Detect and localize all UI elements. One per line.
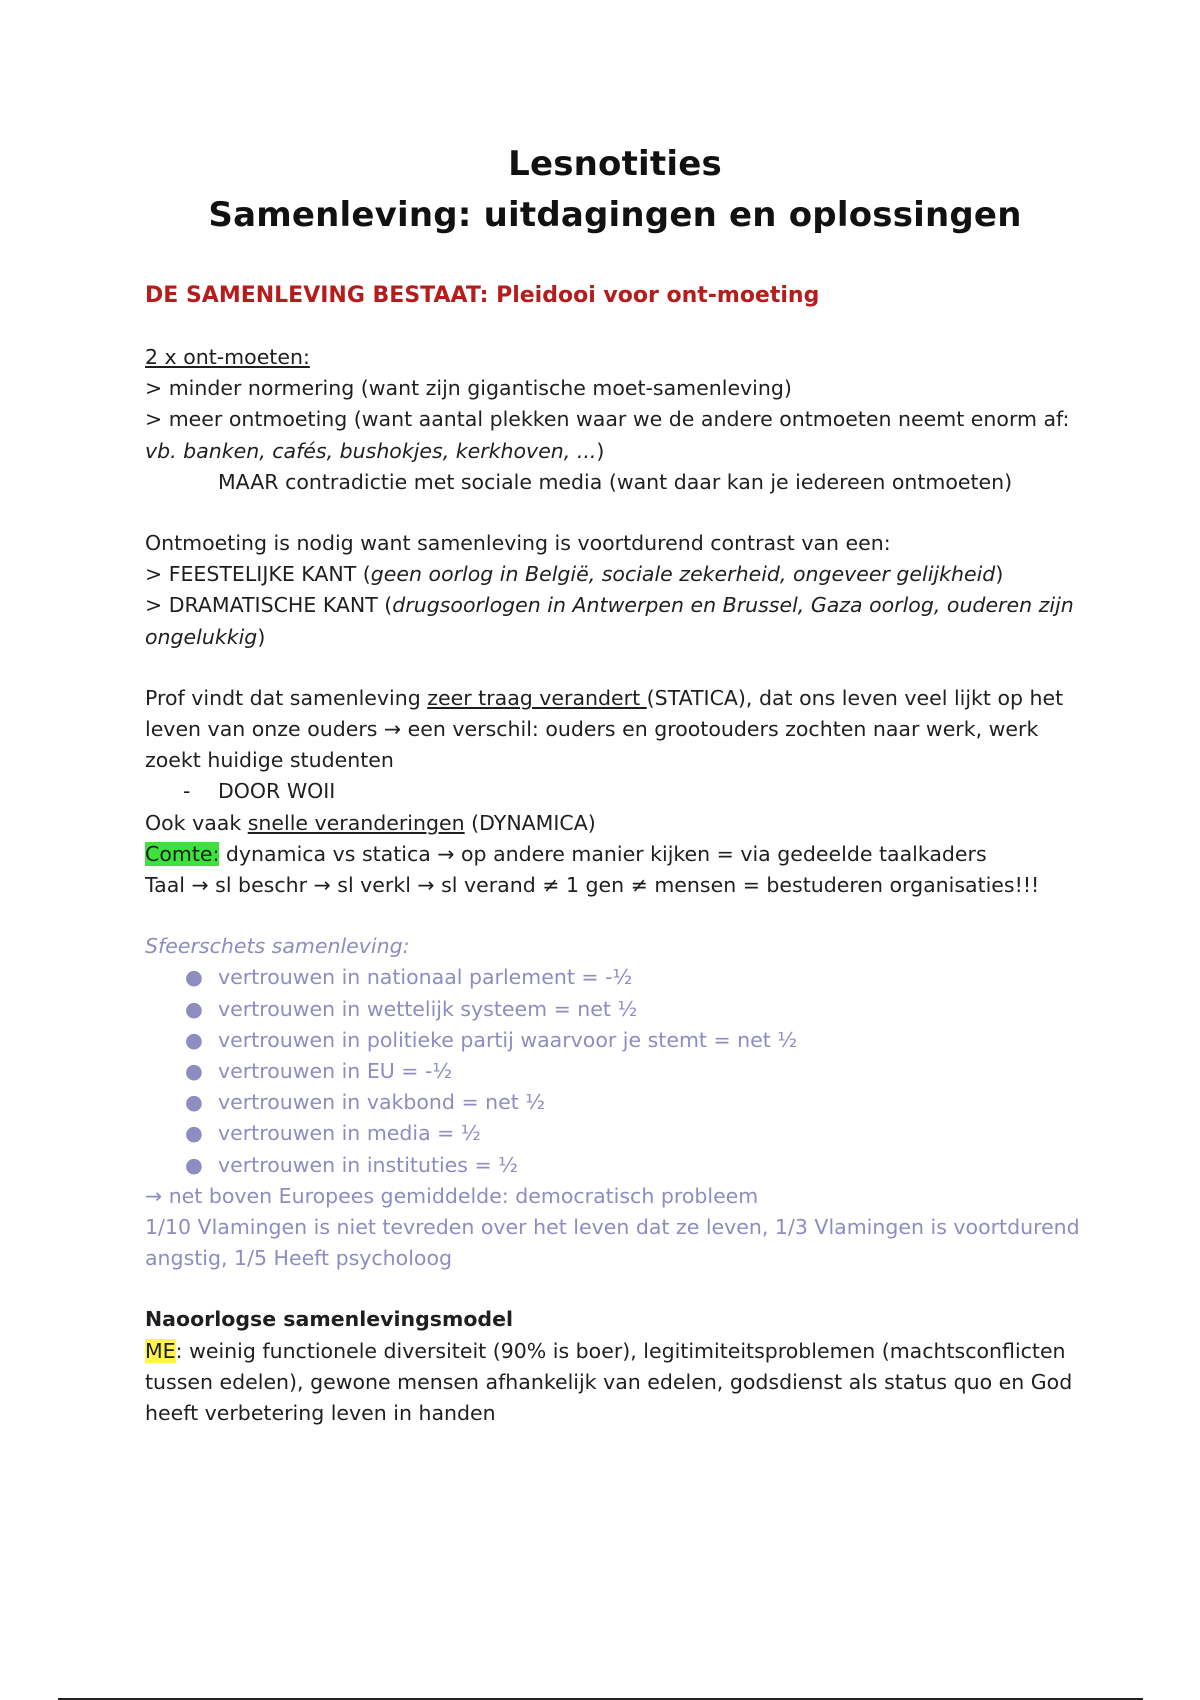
list-item-text: vertrouwen in politieke partij waarvoor je stemt = net ½	[218, 1027, 798, 1052]
ont-moeten-line-2-c: )	[596, 438, 605, 463]
comte-text: dynamica vs statica → op andere manier kijken = via gedeelde taalkaders	[219, 841, 987, 866]
prof-a: Prof vindt dat samenleving	[145, 685, 428, 710]
dynamica-a: Ook vaak	[145, 810, 248, 835]
list-item	[145, 994, 1085, 1025]
ont-moeten-examples: vb. banken, cafés, bushokjes, kerkhoven, ...	[145, 438, 597, 463]
prof-paragraph	[145, 683, 1085, 777]
bullet-icon: ●	[185, 1059, 203, 1084]
ontmoeting-intro: Ontmoeting is nodig want samenleving is voortdurend contrast van een:	[145, 531, 891, 556]
feestelijke-kant	[145, 559, 1085, 590]
me-text: : weinig functionele diversiteit (90% is boer), legitimiteitsproblemen (machtsconflicten tussen edelen), gewone mensen afhankelijk van edelen, godsdienst als status quo en God heeft verbetering leven in handen	[145, 1338, 1073, 1426]
list-item	[145, 1150, 1085, 1181]
dash-marker: -	[183, 779, 191, 804]
list-item-text: vertrouwen in wettelijk systeem = net ½	[218, 996, 638, 1021]
dynamica-underlined: snelle veranderingen	[247, 810, 465, 835]
dramatische-kant-examples: drugsoorlogen in Antwerpen en Brussel, Gaza oorlog, ouderen zijn ongelukkig	[145, 593, 1074, 649]
ont-moeten-label	[145, 342, 1085, 373]
ont-moeten-line-1: > minder normering (want zijn gigantische moet-samenleving)	[145, 376, 792, 401]
ont-moeten-line-2	[145, 404, 1085, 466]
dramatische-kant	[145, 590, 1085, 652]
dash-list	[145, 776, 1085, 807]
prof-c: (STATICA), dat ons leven veel lijkt op het leven van onze ouders → een verschil: ouders en grootouders zochten naar werk, werk zoekt huidige studenten	[145, 685, 1064, 773]
taal-line: Taal → sl beschr → sl verkl → sl verand ≠ 1 gen ≠ mensen = bestuderen organisaties!!!	[145, 873, 1040, 898]
list-item	[145, 1087, 1085, 1118]
dash-item-text: DOOR WOII	[218, 779, 336, 804]
me-paragraph	[145, 1336, 1085, 1430]
list-item-text: vertrouwen in instituties = ½	[218, 1152, 519, 1177]
list-item	[145, 1025, 1085, 1056]
bullet-icon: ●	[185, 965, 203, 990]
bullet-icon: ●	[185, 1121, 203, 1146]
list-item-text: vertrouwen in EU = -½	[218, 1059, 453, 1084]
feestelijke-kant-examples: geen oorlog in België, sociale zekerheid, ongeveer gelijkheid	[370, 562, 996, 587]
list-item-text: vertrouwen in vakbond = net ½	[218, 1090, 546, 1115]
dramatische-kant-a: > DRAMATISCHE KANT (	[145, 593, 393, 618]
prof-underlined: zeer traag verandert	[427, 685, 647, 710]
section-heading: DE SAMENLEVING BESTAAT: Pleidooi voor ont-moeting	[145, 283, 820, 308]
ont-moeten-line-3: MAAR contradictie met sociale media (want daar kan je iedereen ontmoeten)	[218, 469, 1013, 494]
list-item-text: vertrouwen in media = ½	[218, 1121, 481, 1146]
bullet-icon: ●	[185, 1027, 203, 1052]
comte-line	[145, 839, 1085, 870]
list-item	[145, 776, 1085, 807]
bullet-icon: ●	[185, 1152, 203, 1177]
sfeerschets-statistics: 1/10 Vlamingen is niet tevreden over het leven dat ze leven, 1/3 Vlamingen is voortdurend angstig, 1/5 Heeft psycholoog	[145, 1215, 1080, 1271]
ont-moeten-line-2-a: > meer ontmoeting (want aantal plekken waar we de andere ontmoeten neemt enorm af:	[145, 407, 1070, 432]
feestelijke-kant-c: )	[995, 562, 1004, 587]
document-body	[145, 280, 1085, 1429]
comte-highlight: Comte:	[145, 841, 220, 866]
bullet-icon: ●	[185, 1090, 203, 1115]
list-item	[145, 962, 1085, 993]
ont-moeten-label-text: 2 x ont-moeten:	[145, 345, 310, 369]
document-subtitle: Samenleving: uitdagingen en oplossingen	[208, 195, 1022, 235]
list-item	[145, 1056, 1085, 1087]
dramatische-kant-c: )	[257, 624, 266, 649]
sfeerschets-conclusion: → net boven Europees gemiddelde: democratisch probleem	[145, 1183, 759, 1208]
feestelijke-kant-a: > FEESTELIJKE KANT (	[145, 562, 371, 587]
list-item-text: vertrouwen in nationaal parlement = -½	[218, 965, 633, 990]
sfeerschets-list	[145, 962, 1085, 1180]
document-title: Lesnotities	[508, 144, 722, 184]
me-highlight: ME	[145, 1338, 176, 1363]
sfeerschets-heading: Sfeerschets samenleving:	[145, 934, 410, 959]
dynamica-line	[145, 808, 1085, 839]
list-item	[145, 1118, 1085, 1149]
dynamica-c: (DYNAMICA)	[464, 810, 596, 835]
naoorlogs-heading: Naoorlogse samenlevingsmodel	[145, 1307, 514, 1332]
bullet-icon: ●	[185, 996, 203, 1021]
